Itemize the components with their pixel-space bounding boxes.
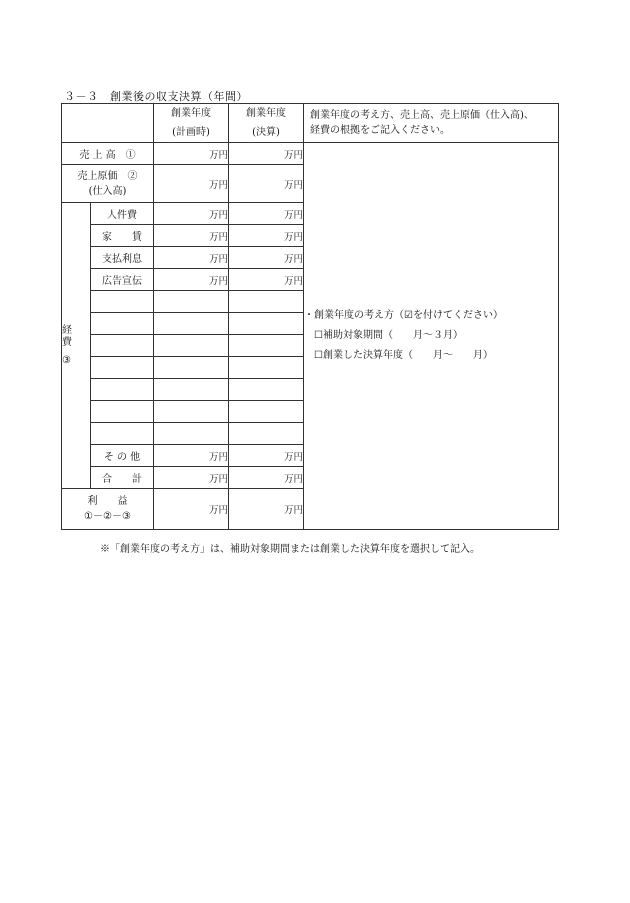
blank-label-cell[interactable] — [91, 335, 154, 357]
row-label-profit-line1: 利 益 — [87, 496, 128, 507]
row-label-interest: 支払利息 — [91, 247, 154, 269]
blank-plan-field[interactable] — [154, 313, 229, 335]
blank-plan-field[interactable] — [154, 357, 229, 379]
header-actual-line2: (決算) — [252, 127, 280, 138]
row-label-total: 合 計 — [91, 467, 154, 489]
sales-plan-field[interactable]: 万円 — [154, 143, 229, 165]
header-plan-line2: (計画時) — [172, 127, 210, 138]
row-label-ads: 広告宣伝 — [91, 269, 154, 291]
blank-actual-field[interactable] — [229, 401, 304, 423]
expense-char-3: ③ — [62, 354, 71, 366]
blank-actual-field[interactable] — [229, 313, 304, 335]
total-actual-field[interactable]: 万円 — [229, 467, 304, 489]
row-label-sales: 売 上 高 ① — [62, 143, 154, 165]
header-actual — [229, 104, 304, 143]
cost-plan-field[interactable]: 万円 — [154, 165, 229, 203]
notes-panel — [304, 143, 559, 530]
blank-plan-field[interactable] — [154, 291, 229, 313]
blank-label-cell[interactable] — [91, 401, 154, 423]
row-label-profit — [62, 489, 154, 530]
blank-actual-field[interactable] — [229, 357, 304, 379]
personnel-plan-field[interactable]: 万円 — [154, 203, 229, 225]
header-plan — [154, 104, 229, 143]
ads-plan-field[interactable]: 万円 — [154, 269, 229, 291]
header-blank-cell — [62, 104, 154, 143]
other-actual-field[interactable]: 万円 — [229, 445, 304, 467]
blank-actual-field[interactable] — [229, 379, 304, 401]
row-label-rent: 家 賃 — [91, 225, 154, 247]
header-note — [304, 104, 559, 143]
profit-plan-field[interactable]: 万円 — [154, 489, 229, 530]
profit-actual-field[interactable]: 万円 — [229, 489, 304, 530]
row-label-cost-line1: 売上原価 ② — [77, 170, 138, 182]
blank-plan-field[interactable] — [154, 423, 229, 445]
checkbox-fiscal-year[interactable]: ☐創業した決算年度（ 月～ 月） — [314, 350, 493, 361]
row-label-profit-line2: ①－②－③ — [84, 511, 131, 522]
blank-plan-field[interactable] — [154, 401, 229, 423]
ads-actual-field[interactable]: 万円 — [229, 269, 304, 291]
blank-label-cell[interactable] — [91, 291, 154, 313]
header-note-line1: 創業年度の考え方、売上高、売上原価（仕入高)、 — [310, 110, 534, 121]
cost-actual-field[interactable]: 万円 — [229, 165, 304, 203]
checkbox-subsidy-period[interactable]: ☐補助対象期間（ 月～３月） — [314, 330, 463, 341]
blank-actual-field[interactable] — [229, 335, 304, 357]
header-note-line2: 経費の根拠をご記入ください。 — [310, 125, 450, 136]
total-plan-field[interactable]: 万円 — [154, 467, 229, 489]
blank-plan-field[interactable] — [154, 335, 229, 357]
blank-label-cell[interactable] — [91, 379, 154, 401]
row-label-other: そ の 他 — [91, 445, 154, 467]
interest-plan-field[interactable]: 万円 — [154, 247, 229, 269]
sales-actual-field[interactable]: 万円 — [229, 143, 304, 165]
interest-actual-field[interactable]: 万円 — [229, 247, 304, 269]
expense-char-1: 経 — [62, 324, 72, 336]
personnel-actual-field[interactable]: 万円 — [229, 203, 304, 225]
header-actual-line1: 創業年度 — [246, 108, 286, 119]
blank-actual-field[interactable] — [229, 423, 304, 445]
notes-line-basis: ・創業年度の考え方（☑を付けてください） — [304, 310, 503, 321]
rent-plan-field[interactable]: 万円 — [154, 225, 229, 247]
blank-label-cell[interactable] — [91, 313, 154, 335]
rent-actual-field[interactable]: 万円 — [229, 225, 304, 247]
footnote: ※「創業年度の考え方」は、補助対象期間または創業した決算年度を選択して記入。 — [100, 544, 480, 555]
blank-label-cell[interactable] — [91, 423, 154, 445]
blank-label-cell[interactable] — [91, 357, 154, 379]
row-label-cost-line2: (仕入高) — [88, 185, 127, 197]
section-title: ３－３ 創業後の収支決算（年間） — [64, 90, 248, 103]
expense-char-2: 費 — [62, 336, 72, 348]
income-statement-table — [61, 103, 559, 530]
row-label-cost — [62, 165, 154, 203]
expense-group-label — [62, 203, 91, 489]
blank-plan-field[interactable] — [154, 379, 229, 401]
other-plan-field[interactable]: 万円 — [154, 445, 229, 467]
blank-actual-field[interactable] — [229, 291, 304, 313]
row-label-personnel: 人件費 — [91, 203, 154, 225]
header-plan-line1: 創業年度 — [171, 108, 211, 119]
